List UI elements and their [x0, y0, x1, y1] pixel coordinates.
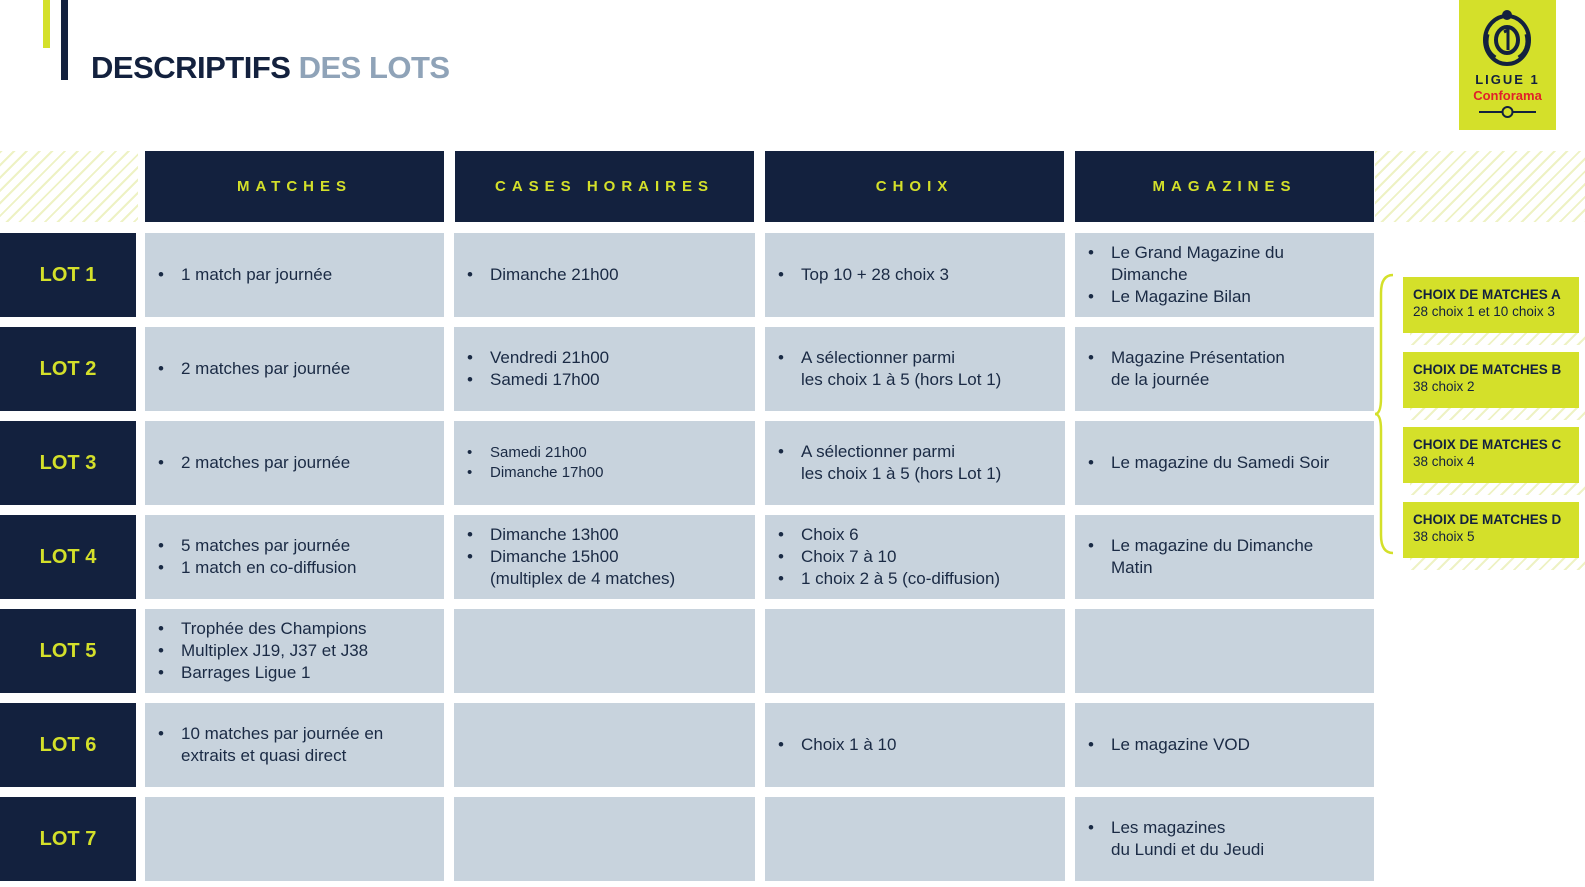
- choice-c-title: CHOIX DE MATCHES C: [1413, 437, 1562, 452]
- list-item: • Le magazine du Samedi Soir: [1088, 452, 1329, 474]
- table-cell-horaires: [454, 327, 755, 411]
- table-cell-horaires: [454, 797, 755, 881]
- bullet-list: [158, 723, 383, 767]
- list-item: • A sélectionner parmi: [778, 347, 1001, 369]
- table-cell-matches: [145, 515, 444, 599]
- logo-text-ligue1: LIGUE 1: [1475, 72, 1540, 87]
- table-cell-choix: [765, 609, 1065, 693]
- logo-ornament-icon: [1479, 106, 1536, 118]
- table-cell-horaires: [454, 421, 755, 505]
- table-cell-choix: [765, 233, 1065, 317]
- lot-label: LOT 4: [0, 515, 136, 599]
- bullet-list: [158, 535, 356, 579]
- table-cell-matches: [145, 327, 444, 411]
- choice-b-sub: 38 choix 2: [1413, 379, 1475, 394]
- bullet-list: [778, 734, 896, 756]
- hatch-pattern-right: [1375, 151, 1585, 222]
- choice-b-hatch: [1410, 408, 1585, 420]
- list-item: • Dimanche 21h00: [467, 264, 619, 286]
- choice-d-hatch: [1410, 558, 1585, 570]
- list-item: • Le Magazine Bilan: [1088, 286, 1284, 308]
- list-item: • 5 matches par journée: [158, 535, 356, 557]
- list-item: de la journée: [1111, 370, 1210, 389]
- table-cell-matches: [145, 233, 444, 317]
- list-item: • Le magazine du Dimanche: [1088, 535, 1313, 557]
- bullet-list: [778, 347, 1001, 391]
- list-item: • Le magazine VOD: [1088, 734, 1250, 756]
- choice-d-sub: 38 choix 5: [1413, 529, 1475, 544]
- lot-label: LOT 2: [0, 327, 136, 411]
- column-header-choix: CHOIX: [765, 151, 1064, 222]
- choice-b-title: CHOIX DE MATCHES B: [1413, 362, 1562, 377]
- bullet-list: [467, 264, 619, 286]
- list-item: les choix 1 à 5 (hors Lot 1): [801, 370, 1002, 389]
- list-item: • Choix 7 à 10: [778, 546, 1000, 568]
- list-item: • 1 match en co-diffusion: [158, 557, 356, 579]
- list-item: • Dimanche 15h00: [467, 546, 675, 568]
- list-item: • Trophée des Champions: [158, 618, 368, 640]
- choice-a-sub: 28 choix 1 et 10 choix 3: [1413, 304, 1555, 319]
- bullet-list: [467, 524, 675, 590]
- choice-a-title: CHOIX DE MATCHES A: [1413, 287, 1561, 302]
- table-cell-horaires: [454, 515, 755, 599]
- table-cell-choix: [765, 797, 1065, 881]
- logo-text-conforama: Conforama: [1473, 88, 1542, 103]
- lot-label: LOT 7: [0, 797, 136, 881]
- choice-matches-c: [1403, 427, 1579, 483]
- choice-c-hatch: [1410, 483, 1585, 495]
- list-item: • 10 matches par journée en: [158, 723, 383, 745]
- lot-label: LOT 6: [0, 703, 136, 787]
- list-item: • Dimanche 13h00: [467, 524, 675, 546]
- choice-matches-d: [1403, 502, 1579, 558]
- accent-bar-navy: [61, 0, 68, 80]
- brace-icon: [1375, 273, 1395, 555]
- bullet-list: [467, 443, 603, 483]
- table-cell-matches: [145, 421, 444, 505]
- table-cell-horaires: [454, 233, 755, 317]
- bullet-list: [158, 264, 332, 286]
- table-cell-magazines: [1075, 233, 1374, 317]
- bullet-list: [1088, 535, 1313, 579]
- list-item: du Lundi et du Jeudi: [1111, 840, 1265, 859]
- hatch-pattern-left: [0, 151, 138, 222]
- column-header-horaires: CASES HORAIRES: [455, 151, 754, 222]
- ligue1-logo-icon: [1477, 6, 1538, 70]
- bullet-list: [778, 441, 1001, 485]
- column-header-matches: MATCHES: [145, 151, 444, 222]
- list-item: • 2 matches par journée: [158, 452, 350, 474]
- list-item: • 1 choix 2 à 5 (co-diffusion): [778, 568, 1000, 590]
- table-cell-matches: [145, 797, 444, 881]
- bullet-list: [778, 264, 949, 286]
- bullet-list: [1088, 242, 1284, 308]
- lot-label: LOT 1: [0, 233, 136, 317]
- choice-matches-a: [1403, 277, 1579, 333]
- bullet-list: [1088, 817, 1264, 861]
- table-cell-matches: [145, 703, 444, 787]
- bullet-list: [467, 347, 609, 391]
- bullet-list: [1088, 347, 1285, 391]
- table-cell-magazines: [1075, 421, 1374, 505]
- list-item: Matin: [1111, 558, 1153, 577]
- column-header-magazines: MAGAZINES: [1075, 151, 1374, 222]
- list-item: • Les magazines: [1088, 817, 1264, 839]
- list-item: • Choix 6: [778, 524, 1000, 546]
- page-title: [91, 50, 450, 86]
- choice-c-sub: 38 choix 4: [1413, 454, 1475, 469]
- list-item: • 2 matches par journée: [158, 358, 350, 380]
- list-item: • Samedi 17h00: [467, 369, 609, 391]
- ligue1-logo: [1459, 0, 1556, 130]
- lot-label: LOT 5: [0, 609, 136, 693]
- table-cell-matches: [145, 609, 444, 693]
- bullet-list: [1088, 452, 1329, 474]
- lot-label: LOT 3: [0, 421, 136, 505]
- list-item: • Choix 1 à 10: [778, 734, 896, 756]
- choice-d-title: CHOIX DE MATCHES D: [1413, 512, 1562, 527]
- list-item: • Samedi 21h00: [467, 443, 603, 463]
- bullet-list: [158, 358, 350, 380]
- list-item: • 1 match par journée: [158, 264, 332, 286]
- accent-bar-yellow: [43, 0, 50, 48]
- list-item: • Magazine Présentation: [1088, 347, 1285, 369]
- bullet-list: [158, 618, 368, 684]
- list-item: • Vendredi 21h00: [467, 347, 609, 369]
- table-cell-magazines: [1075, 703, 1374, 787]
- list-item: • Le Grand Magazine du: [1088, 242, 1284, 264]
- table-cell-magazines: [1075, 327, 1374, 411]
- table-cell-choix: [765, 327, 1065, 411]
- title-part2: DES LOTS: [298, 50, 450, 85]
- table-cell-choix: [765, 703, 1065, 787]
- list-item: • Barrages Ligue 1: [158, 662, 368, 684]
- list-item: (multiplex de 4 matches): [490, 569, 676, 588]
- choice-matches-b: [1403, 352, 1579, 408]
- table-cell-choix: [765, 515, 1065, 599]
- choice-a-hatch: [1410, 333, 1585, 345]
- list-item: • Multiplex J19, J37 et J38: [158, 640, 368, 662]
- table-cell-horaires: [454, 609, 755, 693]
- table-cell-choix: [765, 421, 1065, 505]
- list-item: extraits et quasi direct: [181, 746, 347, 765]
- list-item: • A sélectionner parmi: [778, 441, 1001, 463]
- table-cell-magazines: [1075, 797, 1374, 881]
- bullet-list: [778, 524, 1000, 590]
- list-item: • Top 10 + 28 choix 3: [778, 264, 949, 286]
- table-cell-horaires: [454, 703, 755, 787]
- table-cell-magazines: [1075, 609, 1374, 693]
- list-item: les choix 1 à 5 (hors Lot 1): [801, 464, 1002, 483]
- table-cell-magazines: [1075, 515, 1374, 599]
- bullet-list: [1088, 734, 1250, 756]
- title-part1: DESCRIPTIFS: [91, 50, 291, 85]
- list-item: • Dimanche 17h00: [467, 463, 603, 483]
- list-item: Dimanche: [1111, 265, 1188, 284]
- bullet-list: [158, 452, 350, 474]
